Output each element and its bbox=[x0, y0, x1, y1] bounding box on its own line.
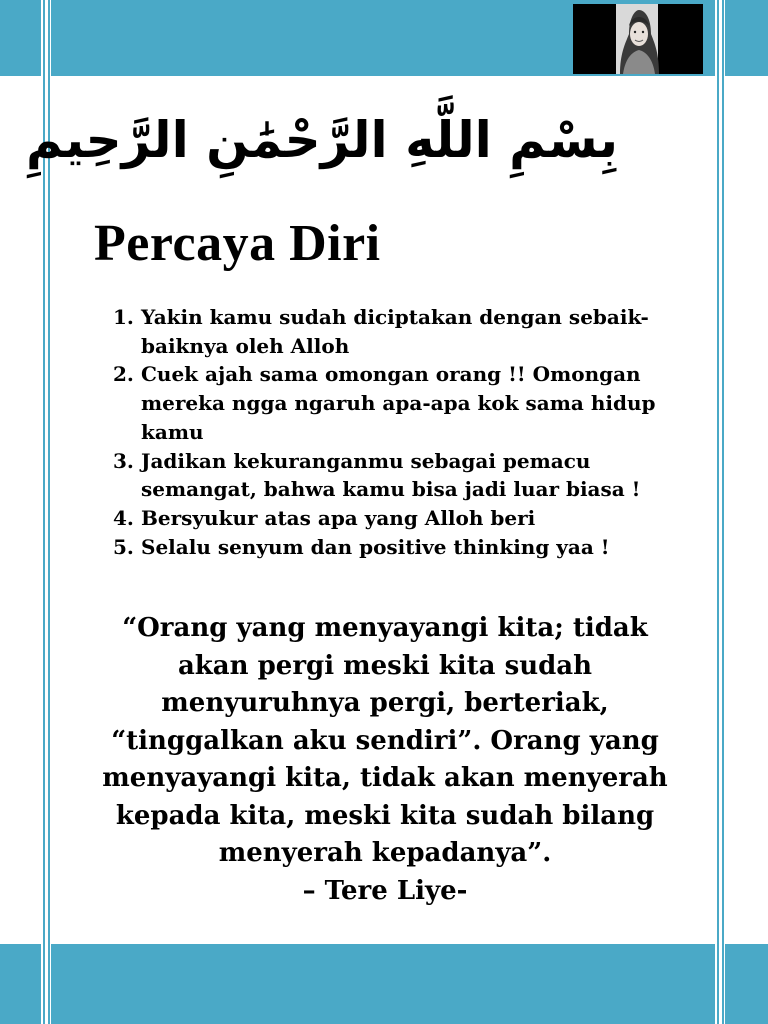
list-item-text: Cuek ajah sama omongan orang !! Omongan mereka ngga ngaruh apa-apa kok sama hidup kamu bbox=[141, 362, 656, 444]
list-item bbox=[113, 504, 693, 533]
list-number: 5. bbox=[113, 534, 134, 559]
bottom-band-left bbox=[0, 944, 41, 1024]
quote-text: “Orang yang menyayangi kita; tidak akan pergi meski kita sudah menyuruhnya pergi, berteriak, “tinggalkan aku sendiri”. Orang yang menyayangi kita, tidak akan menyerah kepada kita, meski kita sudah bilang menyerah kepadanya”. bbox=[102, 613, 668, 868]
bottom-band-right bbox=[725, 944, 768, 1024]
list-item bbox=[113, 533, 693, 562]
border-line bbox=[717, 0, 719, 1024]
quote-block bbox=[90, 610, 680, 910]
hijab-portrait-icon bbox=[573, 4, 703, 74]
bottom-band-center bbox=[51, 944, 715, 1024]
border-line bbox=[722, 0, 724, 1024]
list-number: 1. bbox=[113, 305, 134, 329]
tips-list bbox=[113, 303, 693, 561]
top-band-right bbox=[725, 0, 768, 76]
list-number: 3. bbox=[113, 448, 134, 473]
list-item-text: Yakin kamu sudah diciptakan dengan sebaik-baiknya oleh Alloh bbox=[141, 305, 649, 358]
list-item-text: Jadikan kekuranganmu sebagai pemacu semangat, bahwa kamu bisa jadi luar biasa ! bbox=[141, 448, 641, 502]
basmala-calligraphy: بِسْمِ اللَّهِ الرَّحْمَٰنِ الرَّحِيمِ bbox=[26, 111, 618, 169]
quote-author: – Tere Liye- bbox=[302, 875, 468, 906]
list-item bbox=[113, 303, 693, 360]
list-item bbox=[113, 447, 693, 504]
page-title: Percaya Diri bbox=[94, 215, 381, 272]
list-item-text: Bersyukur atas apa yang Alloh beri bbox=[141, 505, 536, 530]
list-number: 2. bbox=[113, 362, 134, 387]
list-number: 4. bbox=[113, 505, 134, 530]
list-item bbox=[113, 360, 693, 446]
author-photo bbox=[573, 4, 703, 74]
top-band-left bbox=[0, 0, 41, 76]
list-item-text: Selalu senyum dan positive thinking yaa ! bbox=[141, 534, 610, 559]
